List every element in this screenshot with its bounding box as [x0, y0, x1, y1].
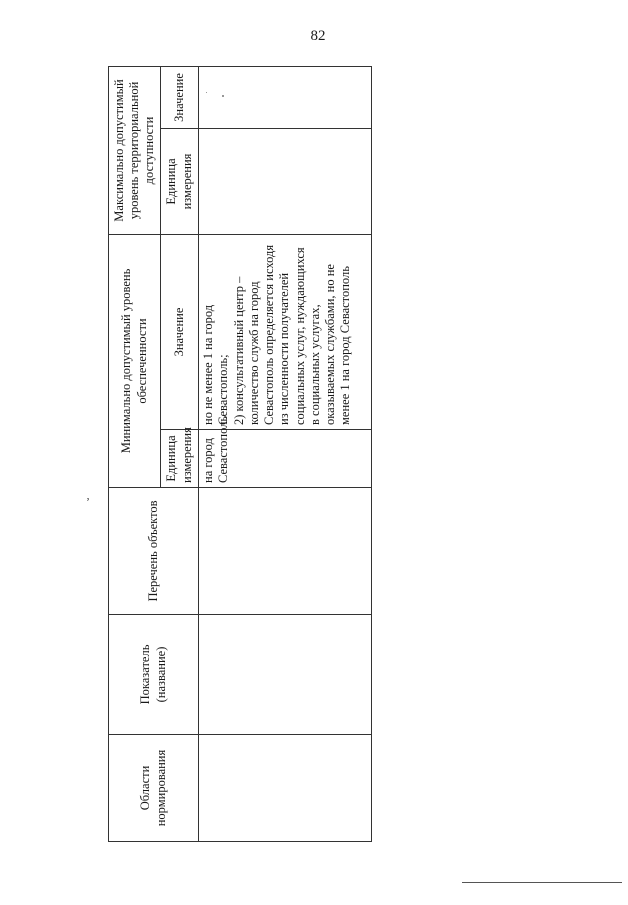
table-row [199, 66, 372, 841]
table-rotator [108, 67, 372, 842]
header-indicator: Показатель (название) [109, 615, 199, 735]
norm-table [108, 66, 372, 842]
stray-mark: ʼ [86, 495, 90, 509]
page-number: 82 [310, 28, 326, 44]
cell-max-unit [199, 129, 372, 235]
header-max-level: Максимально допустимый уровень территориальной доступности [109, 66, 161, 234]
header-max-value: Значение [161, 66, 199, 128]
header-area: Области нормирования [109, 735, 199, 842]
header-objects: Перечень объектов [109, 488, 199, 615]
min-value-line: 2) консультативный центр – количество служб на город Севастополь определяется исходя из численности получателей социальных услуг, нуждающихся в социальных услугах, оказываемых службами, но не менее 1 на город Севастополь [231, 244, 353, 425]
header-row-1 [109, 66, 161, 841]
cell-max-value [199, 66, 372, 128]
header-min-value: Значение [161, 235, 199, 430]
cell-indicator [199, 615, 372, 735]
min-value-line: но не менее 1 на город Севастополь; [201, 304, 231, 425]
cell-area [199, 735, 372, 842]
cell-objects [199, 488, 372, 615]
rotated-table-container [108, 67, 372, 842]
header-min-unit: Единица измерения [161, 430, 199, 488]
bottom-rule [462, 882, 622, 883]
cell-min-unit: на город Севастополь [199, 430, 372, 488]
header-min-level: Минимально допустимый уровень обеспеченности [109, 235, 161, 488]
cell-min-value [199, 235, 372, 430]
header-max-unit: Единица измерения [161, 129, 199, 235]
